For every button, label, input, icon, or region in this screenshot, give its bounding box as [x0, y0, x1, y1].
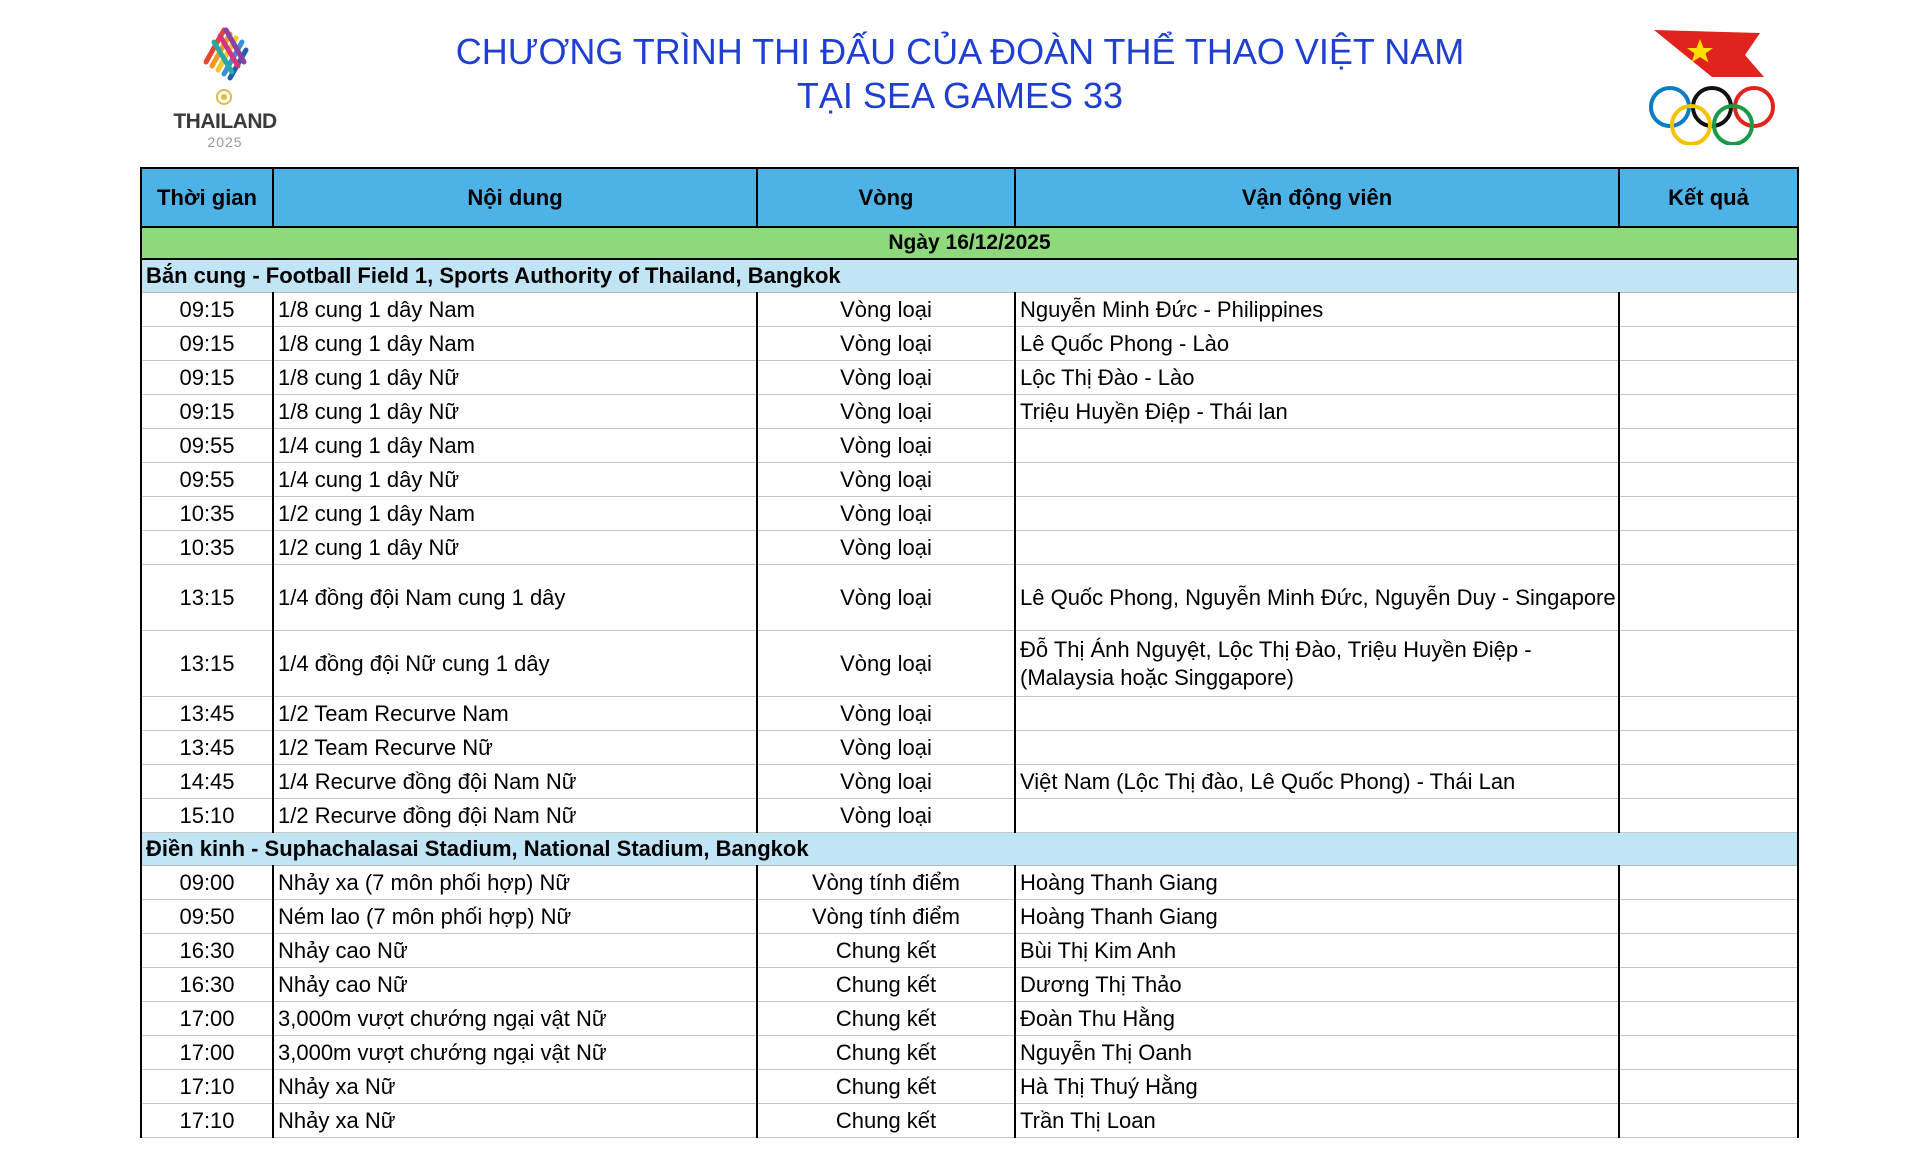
round-cell: Vòng loại — [757, 327, 1015, 361]
event-cell: 1/2 Team Recurve Nữ — [273, 731, 757, 765]
table-row — [141, 1036, 1798, 1070]
round-cell: Vòng loại — [757, 565, 1015, 631]
round-cell: Vòng tính điểm — [757, 900, 1015, 934]
table-row — [141, 765, 1798, 799]
athlete-cell — [1015, 429, 1619, 463]
column-header-athlete: Vận động viên — [1015, 168, 1619, 227]
time-cell: 13:15 — [141, 565, 273, 631]
column-header-event: Nội dung — [273, 168, 757, 227]
result-cell — [1619, 327, 1798, 361]
athlete-cell — [1015, 531, 1619, 565]
column-header-round: Vòng — [757, 168, 1015, 227]
athlete-cell: Trần Thị Loan — [1015, 1104, 1619, 1138]
table-row — [141, 327, 1798, 361]
date-row — [141, 227, 1798, 259]
athlete-cell: Lê Quốc Phong, Nguyễn Minh Đức, Nguyễn Duy - Singapore — [1015, 565, 1619, 631]
result-cell — [1619, 968, 1798, 1002]
round-cell: Vòng loại — [757, 361, 1015, 395]
table-row — [141, 497, 1798, 531]
section-row — [141, 833, 1798, 866]
time-cell: 09:55 — [141, 429, 273, 463]
result-cell — [1619, 1002, 1798, 1036]
athlete-cell: Hoàng Thanh Giang — [1015, 866, 1619, 900]
result-cell — [1619, 497, 1798, 531]
table-row — [141, 934, 1798, 968]
result-cell — [1619, 429, 1798, 463]
table-row — [141, 429, 1798, 463]
result-cell — [1619, 765, 1798, 799]
round-cell: Vòng loại — [757, 631, 1015, 697]
round-cell: Vòng tính điểm — [757, 866, 1015, 900]
time-cell: 17:10 — [141, 1070, 273, 1104]
event-cell: Nhảy cao Nữ — [273, 968, 757, 1002]
round-cell: Chung kết — [757, 1036, 1015, 1070]
time-cell: 10:35 — [141, 531, 273, 565]
athlete-cell: Lộc Thị Đào - Lào — [1015, 361, 1619, 395]
result-cell — [1619, 731, 1798, 765]
athlete-cell: Hà Thị Thuý Hằng — [1015, 1070, 1619, 1104]
round-cell: Vòng loại — [757, 697, 1015, 731]
athlete-cell: Lê Quốc Phong - Lào — [1015, 327, 1619, 361]
time-cell: 17:00 — [141, 1036, 273, 1070]
time-cell: 09:15 — [141, 293, 273, 327]
event-cell: 1/2 cung 1 dây Nữ — [273, 531, 757, 565]
table-row — [141, 361, 1798, 395]
time-cell: 13:45 — [141, 731, 273, 765]
result-cell — [1619, 934, 1798, 968]
section-title: Bắn cung - Football Field 1, Sports Authority of Thailand, Bangkok — [141, 259, 1798, 293]
time-cell: 09:15 — [141, 361, 273, 395]
time-cell: 09:15 — [141, 327, 273, 361]
table-row — [141, 531, 1798, 565]
section-row — [141, 259, 1798, 293]
event-cell: 1/8 cung 1 dây Nam — [273, 327, 757, 361]
result-cell — [1619, 866, 1798, 900]
result-cell — [1619, 531, 1798, 565]
round-cell: Vòng loại — [757, 463, 1015, 497]
section-title: Điền kinh - Suphachalasai Stadium, National Stadium, Bangkok — [141, 833, 1798, 866]
event-cell: 1/4 đồng đội Nam cung 1 dây — [273, 565, 757, 631]
round-cell: Chung kết — [757, 968, 1015, 1002]
athlete-cell — [1015, 731, 1619, 765]
result-cell — [1619, 900, 1798, 934]
round-cell: Vòng loại — [757, 497, 1015, 531]
round-cell: Vòng loại — [757, 799, 1015, 833]
vietnam-olympic-logo-icon — [1640, 25, 1785, 145]
result-cell — [1619, 631, 1798, 697]
page-header — [0, 0, 1920, 160]
result-cell — [1619, 361, 1798, 395]
result-cell — [1619, 697, 1798, 731]
round-cell: Vòng loại — [757, 765, 1015, 799]
event-cell: Nhảy xa Nữ — [273, 1104, 757, 1138]
table-row — [141, 1070, 1798, 1104]
time-cell: 09:15 — [141, 395, 273, 429]
result-cell — [1619, 1104, 1798, 1138]
logo-country-text: THAILAND — [173, 110, 277, 133]
athlete-cell: Bùi Thị Kim Anh — [1015, 934, 1619, 968]
time-cell: 09:00 — [141, 866, 273, 900]
page-title-line2: TẠI SEA GAMES 33 — [796, 75, 1124, 116]
table-row — [141, 1002, 1798, 1036]
athlete-cell: Dương Thị Thảo — [1015, 968, 1619, 1002]
athlete-cell: Nguyễn Minh Đức - Philippines — [1015, 293, 1619, 327]
table-row — [141, 565, 1798, 631]
round-cell: Chung kết — [757, 1104, 1015, 1138]
date-label: Ngày 16/12/2025 — [141, 227, 1798, 259]
schedule-table — [140, 167, 1799, 1138]
time-cell: 09:55 — [141, 463, 273, 497]
athlete-cell: Nguyễn Thị Oanh — [1015, 1036, 1619, 1070]
time-cell: 16:30 — [141, 934, 273, 968]
round-cell: Chung kết — [757, 1070, 1015, 1104]
result-cell — [1619, 799, 1798, 833]
table-header-row — [141, 168, 1798, 227]
round-cell: Chung kết — [757, 1002, 1015, 1036]
time-cell: 13:45 — [141, 697, 273, 731]
sea-games-emblem-icon — [198, 22, 252, 84]
event-cell: Nhảy cao Nữ — [273, 934, 757, 968]
time-cell: 15:10 — [141, 799, 273, 833]
table-row — [141, 731, 1798, 765]
table-row — [141, 799, 1798, 833]
result-cell — [1619, 1070, 1798, 1104]
athlete-cell — [1015, 799, 1619, 833]
event-cell: Nhảy xa (7 môn phối hợp) Nữ — [273, 866, 757, 900]
ring-emblem-icon — [215, 88, 233, 106]
event-cell: 1/2 Team Recurve Nam — [273, 697, 757, 731]
column-header-result: Kết quả — [1619, 168, 1798, 227]
table-row — [141, 463, 1798, 497]
table-row — [141, 968, 1798, 1002]
table-row — [141, 866, 1798, 900]
time-cell: 17:10 — [141, 1104, 273, 1138]
result-cell — [1619, 293, 1798, 327]
event-cell: 1/2 cung 1 dây Nam — [273, 497, 757, 531]
time-cell: 16:30 — [141, 968, 273, 1002]
round-cell: Vòng loại — [757, 429, 1015, 463]
table-row — [141, 293, 1798, 327]
table-row — [141, 395, 1798, 429]
table-row — [141, 900, 1798, 934]
round-cell: Chung kết — [757, 934, 1015, 968]
time-cell: 09:50 — [141, 900, 273, 934]
athlete-cell: Triệu Huyền Điệp - Thái lan — [1015, 395, 1619, 429]
time-cell: 10:35 — [141, 497, 273, 531]
athlete-cell — [1015, 497, 1619, 531]
column-header-time: Thời gian — [141, 168, 273, 227]
round-cell: Vòng loại — [757, 293, 1015, 327]
time-cell: 14:45 — [141, 765, 273, 799]
table-row — [141, 697, 1798, 731]
round-cell: Vòng loại — [757, 731, 1015, 765]
result-cell — [1619, 395, 1798, 429]
event-cell: 1/4 cung 1 dây Nam — [273, 429, 757, 463]
sea-games-logo — [160, 22, 290, 150]
event-cell: 1/2 Recurve đồng đội Nam Nữ — [273, 799, 757, 833]
schedule-table-container — [140, 167, 1797, 1138]
event-cell: 1/4 Recurve đồng đội Nam Nữ — [273, 765, 757, 799]
event-cell: 1/8 cung 1 dây Nữ — [273, 395, 757, 429]
result-cell — [1619, 565, 1798, 631]
result-cell — [1619, 1036, 1798, 1070]
event-cell: 1/4 đồng đội Nữ cung 1 dây — [273, 631, 757, 697]
event-cell: Nhảy xa Nữ — [273, 1070, 757, 1104]
event-cell: 1/4 cung 1 dây Nữ — [273, 463, 757, 497]
event-cell: 3,000m vượt chướng ngại vật Nữ — [273, 1002, 757, 1036]
result-cell — [1619, 463, 1798, 497]
time-cell: 17:00 — [141, 1002, 273, 1036]
table-row — [141, 1104, 1798, 1138]
athlete-cell — [1015, 697, 1619, 731]
athlete-cell: Đoàn Thu Hằng — [1015, 1002, 1619, 1036]
athlete-cell — [1015, 463, 1619, 497]
event-cell: 1/8 cung 1 dây Nữ — [273, 361, 757, 395]
time-cell: 13:15 — [141, 631, 273, 697]
logo-year-text: 2025 — [207, 134, 243, 150]
event-cell: Ném lao (7 môn phối hợp) Nữ — [273, 900, 757, 934]
table-row — [141, 631, 1798, 697]
round-cell: Vòng loại — [757, 395, 1015, 429]
event-cell: 3,000m vượt chướng ngại vật Nữ — [273, 1036, 757, 1070]
athlete-cell: Hoàng Thanh Giang — [1015, 900, 1619, 934]
page-title-line1: CHƯƠNG TRÌNH THI ĐẤU CỦA ĐOÀN THỂ THAO VIỆT NAM — [455, 31, 1465, 72]
event-cell: 1/8 cung 1 dây Nam — [273, 293, 757, 327]
round-cell: Vòng loại — [757, 531, 1015, 565]
athlete-cell: Việt Nam (Lộc Thị đào, Lê Quốc Phong) - Thái Lan — [1015, 765, 1619, 799]
athlete-cell: Đỗ Thị Ánh Nguyệt, Lộc Thị Đào, Triệu Huyền Điệp - (Malaysia hoặc Singgapore) — [1015, 631, 1619, 697]
